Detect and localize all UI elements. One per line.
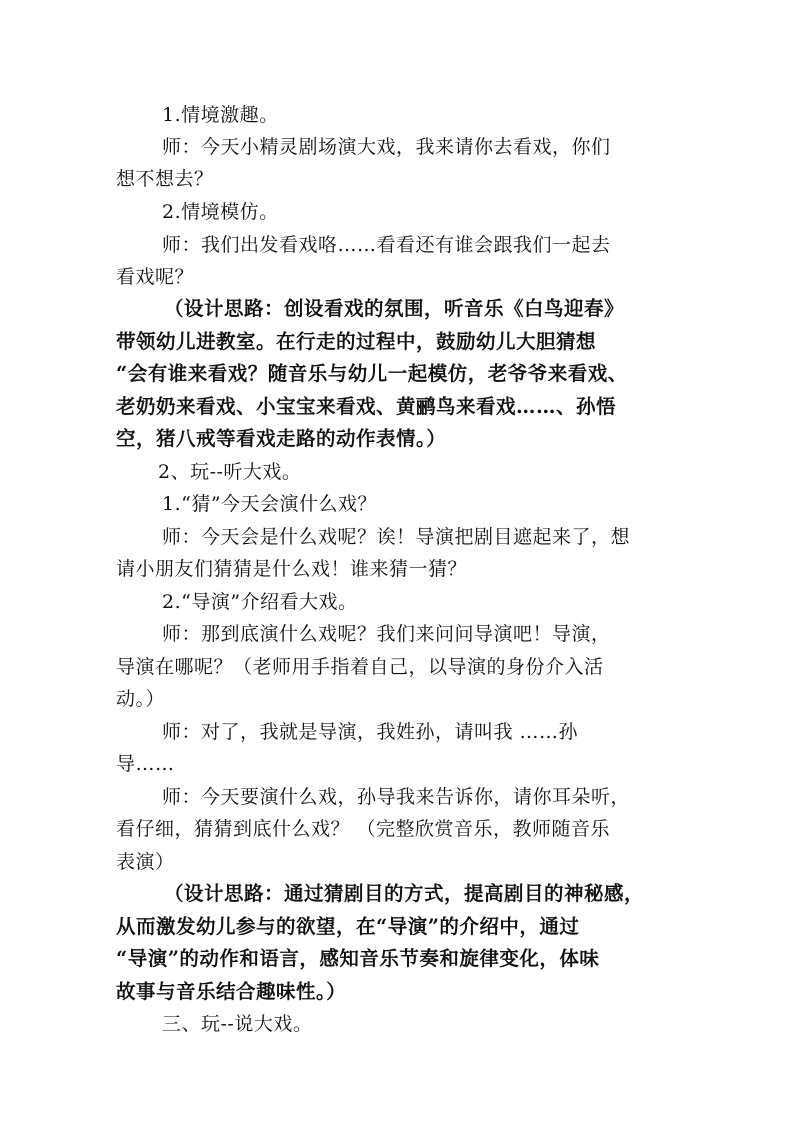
teacher-speech-line: 看戏呢？ [116,266,195,288]
design-rationale-line: （设计思路：创设看戏的氛围，听音乐《白鸟迎春》 [164,297,625,320]
teacher-speech-line: 师：对了，我就是导演，我姓孙，请叫我 ……孙 [162,721,579,743]
teacher-speech-line: 师：今天小精灵剧场演大戏，我来请你去看戏，你们 [162,136,611,158]
teacher-speech-line: 师：我们出发看戏咯……看看还有谁会跟我们一起去 [162,234,611,256]
teacher-speech-line: 表演） [116,851,175,873]
teacher-speech-line: 动。） [116,688,166,710]
design-rationale-line: 从而激发幼儿参与的欲望，在“导演”的介绍中，通过 [116,915,580,938]
teacher-speech-line: 师：今天要演什么戏，孙导我来告诉你，请你耳朵听， [162,786,631,808]
teacher-speech-line: 导演在哪呢？（老师用手指着自己，以导演的身份介入活 [116,656,604,678]
section-heading-listen: 2、玩--听大戏。 [158,461,302,483]
design-rationale-line: 故事与音乐结合趣味性。） [116,980,347,1003]
teacher-speech-line: 看仔细，猜猜到底什么戏？ （完整欣赏音乐，教师随音乐 [116,818,611,840]
teacher-speech-line: 师：那到底演什么戏呢？我们来问问导演吧！导演， [162,623,611,645]
teacher-speech-line: 想不想去？ [116,168,214,190]
design-rationale-line: 老奶奶来看戏、小宝宝来看戏、黄鹂鸟来看戏……、孙悟 [116,395,617,418]
design-rationale-line: 带领幼儿进教室。在行走的过程中，鼓励幼儿大胆猜想 [116,330,597,353]
teacher-speech-line: 师：今天会是什么戏呢？诶！导演把剧目遮起来了，想 [162,526,631,548]
step-heading-situation-imitation: 2.情境模仿。 [162,201,279,223]
design-rationale-line: “会有谁来看戏？随音乐与幼儿一起模仿，老爷爷来看戏、 [116,362,628,385]
step-heading-guess: 1.“猜”今天会演什么戏？ [162,493,378,515]
step-heading-situation-interest: 1.情境激趣。 [162,104,279,126]
step-heading-director: 2.“导演”介绍看大戏。 [162,591,358,613]
design-rationale-line: “导演”的动作和语言，感知音乐节奏和旋律变化，体味 [116,947,600,970]
teacher-speech-line: 导…… [116,753,175,775]
design-rationale-line: （设计思路：通过猜剧目的方式，提高剧目的神秘感， [164,882,645,905]
section-heading-speak: 三、玩--说大戏。 [162,1013,313,1035]
design-rationale-line: 空，猪八戒等看戏走路的动作表情。） [116,427,447,450]
teacher-speech-line: 请小朋友们猜猜是什么戏！谁来猜一猜？ [116,558,468,580]
